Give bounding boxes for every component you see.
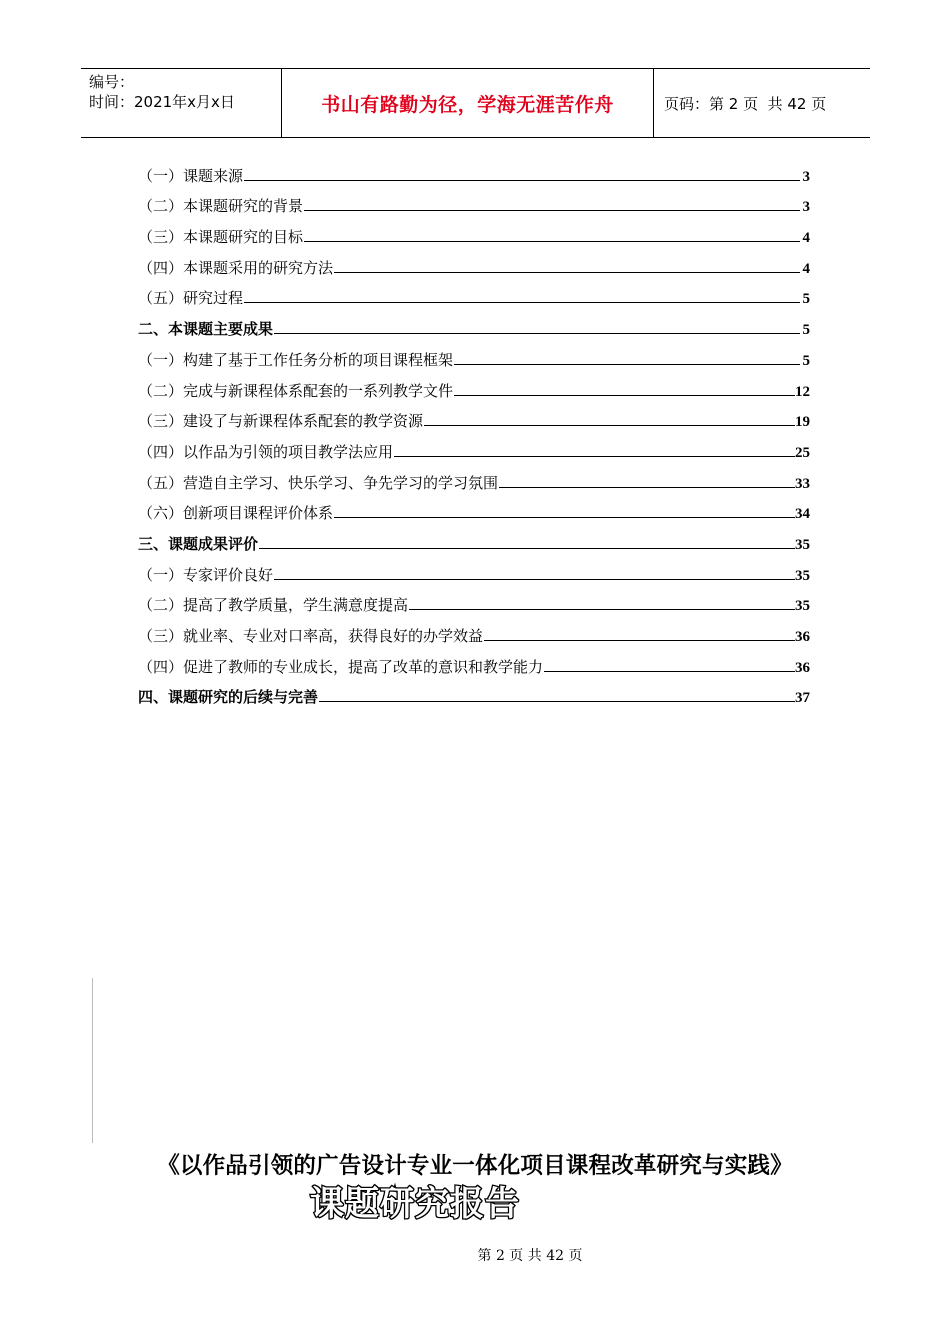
toc-entry-page: 4 xyxy=(802,260,810,277)
header-motto: 书山有路勤为径，学海无涯苦作舟 xyxy=(281,69,654,137)
header-number: 编号： xyxy=(89,73,135,91)
toc-leader-line xyxy=(334,517,795,518)
toc-entry-label: （五）营造自主学习、快乐学习、争先学习的学习氛围 xyxy=(138,473,499,492)
toc-entry-label: （一）构建了基于工作任务分析的项目课程框架 xyxy=(138,350,454,369)
toc-entry-page: 5 xyxy=(802,291,810,308)
toc-entry[interactable] xyxy=(138,278,810,309)
toc-entry-label: 四、课题研究的后续与完善 xyxy=(138,688,319,707)
toc-entry-label: （五）研究过程 xyxy=(138,289,244,308)
toc-entry[interactable] xyxy=(138,462,810,493)
toc-entry[interactable] xyxy=(138,155,810,186)
toc-entry[interactable] xyxy=(138,308,810,339)
toc-entry-page: 3 xyxy=(802,168,810,185)
toc-entry[interactable] xyxy=(138,401,810,432)
header-date: 时间：2021年x月x日 xyxy=(89,93,235,111)
header-page-label: 页码：第 2 页 共 42 页 xyxy=(664,94,827,113)
toc-entry[interactable] xyxy=(138,493,810,524)
toc-entry[interactable] xyxy=(138,554,810,585)
toc-leader-line xyxy=(304,210,800,211)
toc-entry[interactable] xyxy=(138,431,810,462)
toc-leader-line xyxy=(319,701,795,702)
toc-entry-page: 5 xyxy=(802,322,810,339)
toc-leader-line xyxy=(454,395,795,396)
toc-entry-page: 35 xyxy=(795,598,810,615)
toc-entry[interactable] xyxy=(138,216,810,247)
toc-leader-line xyxy=(259,548,795,549)
toc-entry-label: （四）促进了教师的专业成长，提高了改革的意识和教学能力 xyxy=(138,657,544,676)
header-page-info xyxy=(654,69,870,137)
toc-entry-page: 4 xyxy=(802,230,810,247)
toc-entry-page: 25 xyxy=(795,444,810,461)
toc-leader-line xyxy=(304,241,800,242)
toc-entry[interactable] xyxy=(138,523,810,554)
toc-entry[interactable] xyxy=(138,585,810,616)
toc-entry[interactable] xyxy=(138,370,810,401)
toc-leader-line xyxy=(274,333,800,334)
toc-entry-label: （三）本课题研究的目标 xyxy=(138,228,304,247)
toc-entry-page: 35 xyxy=(795,536,810,553)
toc-leader-line xyxy=(424,425,795,426)
toc-entry-label: （六）创新项目课程评价体系 xyxy=(138,504,334,523)
toc-entry-label: 二、本课题主要成果 xyxy=(138,320,274,339)
toc-entry-label: （二）提高了教学质量，学生满意度提高 xyxy=(138,596,409,615)
report-title-text: 《以作品引领的广告设计专业一体化项目课程改革研究与实践》 xyxy=(157,1153,793,1179)
toc-entry-label: （二）完成与新课程体系配套的一系列教学文件 xyxy=(138,381,454,400)
toc-leader-line xyxy=(544,671,795,672)
toc-entry-page: 19 xyxy=(795,414,810,431)
toc-entry-page: 5 xyxy=(802,352,810,369)
toc-leader-line xyxy=(274,579,795,580)
page-footer: 第 2 页 共 42 页 xyxy=(477,1248,583,1264)
toc-leader-line xyxy=(409,609,795,610)
toc-entry-page: 34 xyxy=(795,506,810,523)
toc-entry-page: 33 xyxy=(795,475,810,492)
report-subtitle: 课题研究报告 xyxy=(310,1184,520,1224)
toc-entry-page: 37 xyxy=(795,690,810,707)
toc-leader-line xyxy=(394,456,795,457)
toc-leader-line xyxy=(499,487,795,488)
toc-leader-line xyxy=(244,180,800,181)
toc-entry[interactable] xyxy=(138,615,810,646)
toc-entry[interactable] xyxy=(138,646,810,677)
toc-entry-page: 36 xyxy=(795,659,810,676)
toc-leader-line xyxy=(484,640,795,641)
toc-entry-label: （四）本课题采用的研究方法 xyxy=(138,258,334,277)
toc-leader-line xyxy=(454,364,800,365)
toc-entry-page: 36 xyxy=(795,629,810,645)
toc-entry-label: （四）以作品为引领的项目教学法应用 xyxy=(138,442,394,461)
margin-line xyxy=(92,978,93,1143)
toc-entry-page: 3 xyxy=(802,199,810,216)
page-header xyxy=(81,68,870,138)
table-of-contents xyxy=(138,155,810,707)
toc-leader-line xyxy=(334,272,800,273)
toc-entry-label: （三）建设了与新课程体系配套的教学资源 xyxy=(138,412,424,431)
toc-entry-label: （一）专家评价良好 xyxy=(138,565,274,584)
toc-entry-label: （二）本课题研究的背景 xyxy=(138,197,304,216)
toc-entry-label: （三）就业率、专业对口率高，获得良好的办学效益 xyxy=(138,627,484,645)
toc-entry[interactable] xyxy=(138,186,810,217)
toc-entry[interactable] xyxy=(138,339,810,370)
header-meta xyxy=(81,69,281,137)
toc-entry-page: 12 xyxy=(795,383,810,400)
toc-entry-label: （一）课题来源 xyxy=(138,166,244,185)
toc-entry[interactable] xyxy=(138,677,810,708)
toc-entry-page: 35 xyxy=(795,567,810,584)
toc-leader-line xyxy=(244,302,800,303)
toc-entry[interactable] xyxy=(138,247,810,278)
toc-entry-label: 三、课题成果评价 xyxy=(138,534,259,553)
